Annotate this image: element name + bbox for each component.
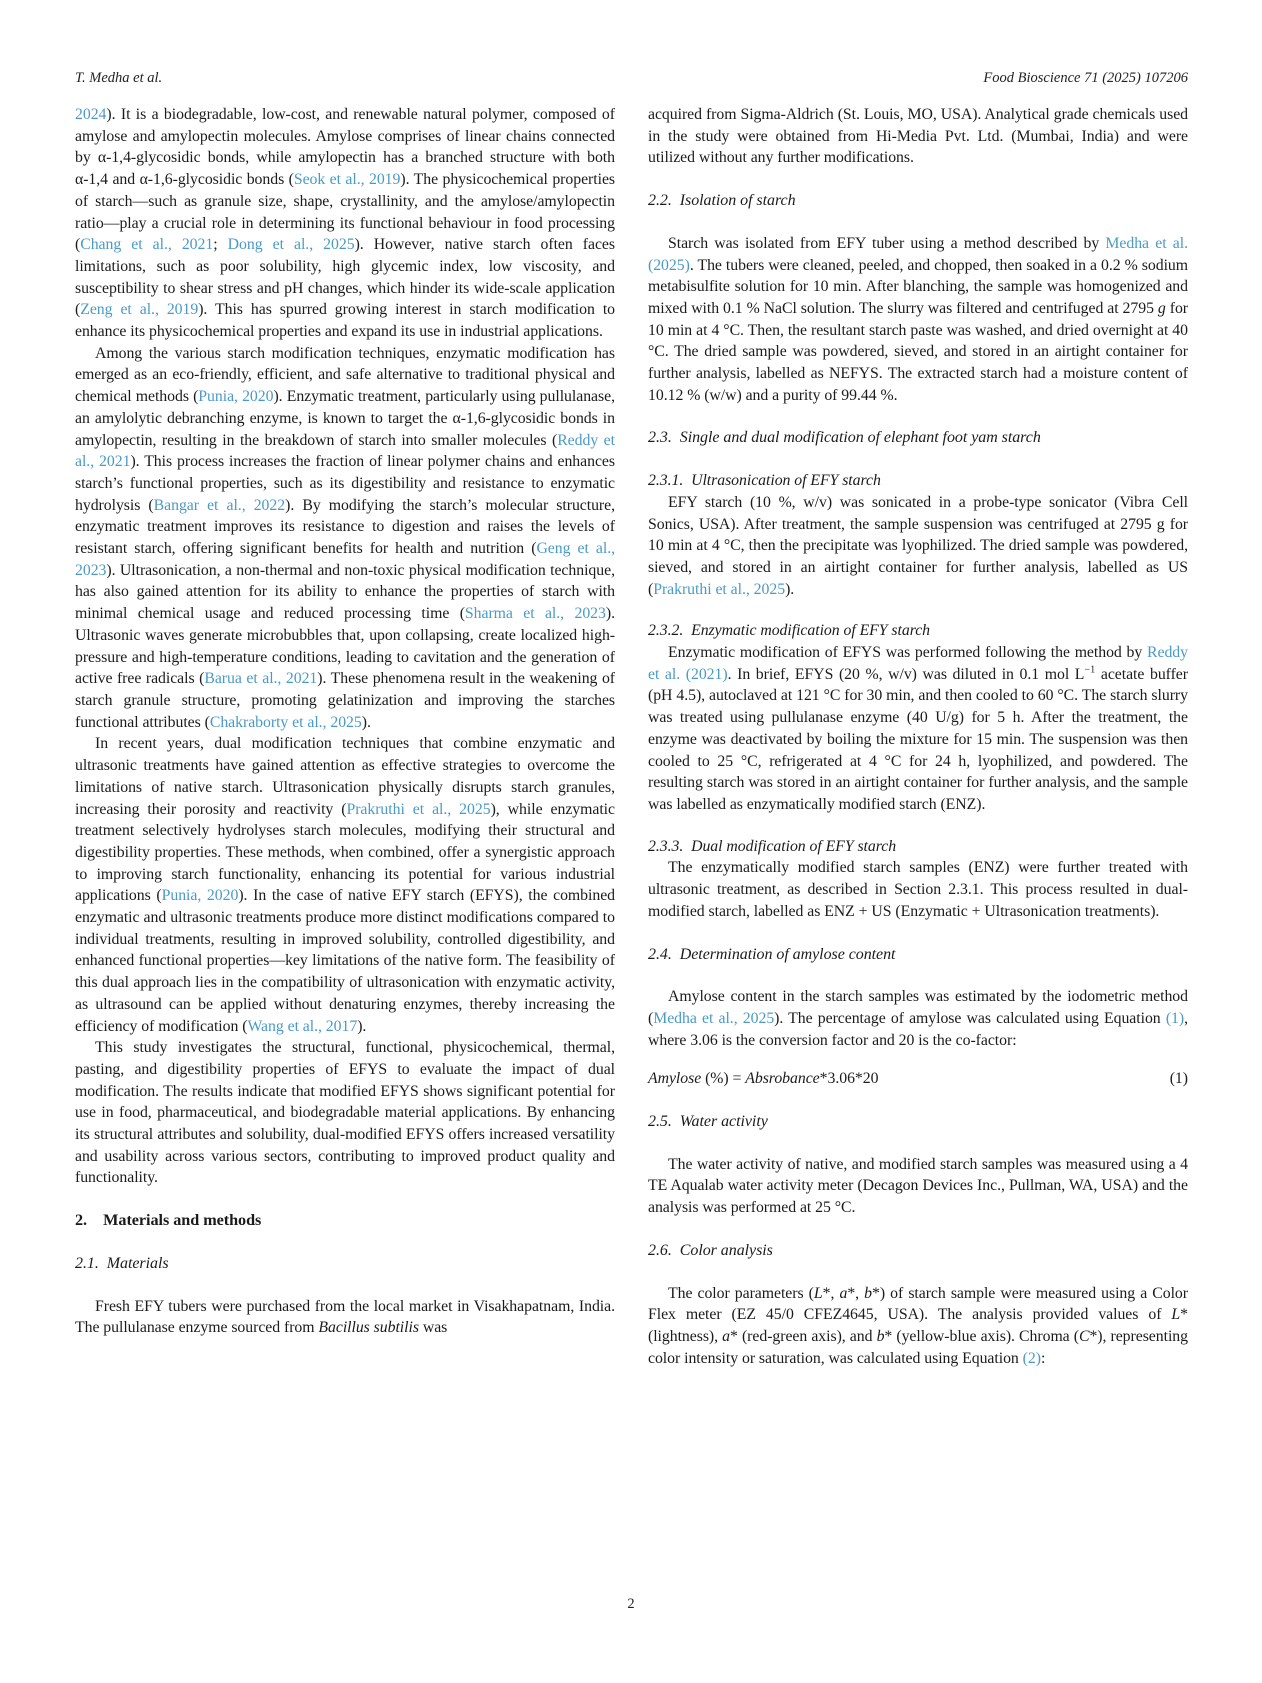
- text-segment: EFY starch (10 %, w/v) was sonicated in a probe-type sonicator (Vibra Cell Sonics, USA). After treatment, the sample suspension was centrifuged at 2795 g for 10 min at 4 °C, then the precipitate was lyophilized. The dried sample was powdered, sieved, and stored in an airtight container for further analysis, labelled as US (: [648, 493, 1188, 598]
- text-segment: ;: [213, 236, 228, 254]
- section-heading: [75, 1210, 615, 1232]
- citation-link[interactable]: Seok et al., 2019: [293, 171, 401, 189]
- text-segment: 2.3.3. Dual modification of EFY starch: [648, 837, 897, 855]
- citation-link[interactable]: Chakraborty et al., 2025: [209, 713, 362, 731]
- paragraph: [75, 1296, 615, 1339]
- text-segment: −1: [1084, 664, 1096, 676]
- text-segment: g: [1157, 299, 1166, 317]
- paragraph: [75, 733, 615, 1037]
- text-segment: The enzymatically modified starch samples (ENZ) were further treated with ultrasonic treatment, as described in Section 2.3.1. This process resulted in dual-modified starch, labelled as ENZ + US (Enzymatic + Ultrasonication treatments).: [648, 859, 1188, 920]
- text-segment: was: [418, 1319, 448, 1337]
- text-segment: Among the various starch modification techniques, enzymatic modification has emerged as an eco-friendly, efficient, and safe alternative to traditional physical and chemical methods (: [75, 344, 615, 406]
- citation-link[interactable]: Chang et al., 2021: [80, 236, 214, 254]
- text-segment: ). The percentage of amylose was calculated using Equation: [774, 1009, 1166, 1027]
- citation-link[interactable]: Reddy et al., 2021: [75, 431, 615, 471]
- text-segment: Fresh EFY tubers were purchased from the local market in Visakhapatnam, India. The pullulanase enzyme sourced from: [75, 1297, 615, 1337]
- subsection-heading: [648, 190, 1188, 212]
- paragraph: [648, 986, 1188, 1051]
- running-header: [75, 70, 1188, 87]
- text-segment: 2.3. Single and dual modification of elephant foot yam starch: [648, 429, 1041, 447]
- text-segment: *,: [822, 1284, 840, 1302]
- citation-link[interactable]: Medha et al., 2025: [653, 1009, 775, 1027]
- text-segment: ).: [357, 1017, 367, 1035]
- text-segment: a: [722, 1327, 731, 1345]
- text-segment: 2.3.2. Enzymatic modification of EFY starch: [648, 622, 931, 640]
- citation-link[interactable]: Prakruthi et al., 2025: [653, 580, 786, 598]
- citation-link[interactable]: Bangar et al., 2022: [153, 496, 286, 514]
- equation-number: (1): [1169, 1070, 1188, 1088]
- subsection-heading: [648, 1240, 1188, 1262]
- text-segment: 2.2. Isolation of starch: [648, 192, 796, 210]
- subsubsection-heading: [648, 836, 1188, 858]
- header-journal-citation: Food Bioscience 71 (2025) 107206: [983, 70, 1188, 86]
- text-segment: 2.1. Materials: [75, 1254, 169, 1272]
- equation-formula: [648, 1068, 878, 1090]
- text-segment: The water activity of native, and modified starch samples was measured using a 4 TE Aqualab water activity meter (Decagon Devices Inc., Pullman, WA, USA) and the analysis was performed at 25 °C.: [648, 1155, 1188, 1217]
- text-segment: L: [1171, 1306, 1181, 1324]
- text-segment: 2. Materials and methods: [75, 1211, 262, 1230]
- text-segment: acquired from Sigma-Aldrich (St. Louis, MO, USA). Analytical grade chemicals used in the study were obtained from Hi-Media Pvt. Ltd. (Mumbai, India) and were utilized without any further modifications.: [648, 106, 1188, 167]
- text-segment: Starch was isolated from EFY tuber using a method described by: [668, 234, 1106, 252]
- text-segment: Enzymatic modification of EFYS was performed following the method by: [668, 644, 1147, 662]
- text-segment: for 10 min at 4 °C. Then, the resultant starch paste was washed, and dried overnight at 40 °C. The dried sample was powdered, sieved, and stored in an airtight container for further analysis, labelled as NEFYS. The extracted starch had a moisture content of 10.12 % (w/w) and a purity of 99.44 %.: [648, 299, 1188, 404]
- text-segment: b: [864, 1284, 873, 1302]
- text-segment: ). Enzymatic treatment, particularly using pullulanase, an amylolytic debranching enzyme, is known to target the α-1,6-glycosidic bonds in amylopectin, resulting in the breakdown of starch into smaller molecules (: [75, 388, 615, 449]
- text-segment: Bacillus subtilis: [318, 1319, 419, 1337]
- citation-link[interactable]: Barua et al., 2021: [204, 670, 318, 688]
- text-segment: , where 3.06 is the conversion factor and 20 is the co-factor:: [648, 1009, 1189, 1049]
- text-segment: 2.6. Color analysis: [648, 1241, 773, 1259]
- citation-link[interactable]: Prakruthi et al., 2025: [346, 800, 491, 818]
- right-column: [648, 104, 1188, 1369]
- paragraph: [75, 343, 615, 734]
- citation-link[interactable]: Geng et al., 2023: [75, 540, 615, 579]
- text-segment: ), while enzymatic treatment selectively hydrolyses starch molecules, modifying their structural and digestibility properties. These methods, when combined, offer a synergistic approach to improving starch functionality, enhancing its potential for various industrial applications (: [75, 800, 615, 905]
- text-segment: ). However, native starch often faces limitations, such as poor solubility, high glycemic index, low viscosity, and susceptibility to shear stress and pH changes, which hinder its wide-scale application (: [75, 236, 615, 319]
- paragraph: [648, 857, 1188, 922]
- text-segment: ). This process increases the fraction of linear polymer chains and enhances starch’s functional properties, such as its digestibility and resistance to enzymatic hydrolysis (: [75, 453, 615, 514]
- text-segment: b: [876, 1327, 885, 1345]
- subsection-heading: [75, 1253, 615, 1275]
- text-segment: ).: [361, 713, 371, 731]
- citation-link[interactable]: 2024: [75, 106, 107, 123]
- text-segment: *), representing color intensity or saturation, was calculated using Equation: [648, 1327, 1188, 1367]
- text-segment: ). This has spurred growing interest in starch modification to enhance its physicochemical properties and expand its use in industrial applications.: [75, 301, 616, 341]
- text-segment: ).: [785, 580, 795, 598]
- paragraph: [75, 104, 615, 343]
- text-segment: *3.06*20: [819, 1070, 879, 1088]
- text-segment: C: [1078, 1327, 1090, 1345]
- text-segment: . In brief, EFYS (20 %, w/v) was diluted in 0.1 mol L: [727, 665, 1085, 683]
- subsubsection-heading: [648, 470, 1188, 492]
- left-column: [75, 104, 615, 1369]
- paragraph: [648, 642, 1188, 816]
- two-column-body: [75, 104, 1188, 1369]
- text-segment: . The tubers were cleaned, peeled, and chopped, then soaked in a 0.2 % sodium metabisulfite solution for 10 min. After blanching, the sample was homogenized and mixed with 0.1 % NaCl solution. The slurry was filtered and centrifuged at 2795: [648, 256, 1188, 317]
- citation-link[interactable]: (1): [1165, 1009, 1185, 1027]
- page-footer: [0, 1596, 1262, 1613]
- citation-link[interactable]: Zeng et al., 2019: [80, 301, 199, 319]
- page-number: 2: [627, 1596, 635, 1612]
- paragraph: [75, 1037, 615, 1189]
- text-segment: *,: [847, 1284, 865, 1302]
- subsection-heading: [648, 1111, 1188, 1133]
- text-segment: 2.5. Water activity: [648, 1113, 768, 1131]
- text-segment: In recent years, dual modification techniques that combine enzymatic and ultrasonic treatments have gained attention as effective strategies to overcome the limitations of native starch. Ultrasonication physically disrupts starch granules, increasing their porosity and reactivity (: [75, 735, 615, 818]
- text-segment: * (lightness),: [648, 1306, 1188, 1345]
- paragraph: [648, 1283, 1188, 1370]
- text-segment: ). It is a biodegradable, low-cost, and renewable natural polymer, composed of amylose and amylopectin molecules. Amylose comprises of linear chains connected by α-1,4-glycosidic bonds, while amylopectin has a branched structure with both α-1,4 and α-1,6-glycosidic bonds (: [75, 106, 615, 189]
- text-segment: The color parameters (: [668, 1284, 814, 1302]
- text-segment: Amylose content in the starch samples was estimated by the iodometric method (: [648, 988, 1188, 1027]
- subsubsection-heading: [648, 620, 1188, 642]
- citation-link[interactable]: Reddy et al. (2021): [648, 644, 1188, 683]
- text-segment: * (red-green axis), and: [730, 1327, 877, 1345]
- paragraph: [648, 492, 1188, 601]
- text-segment: a: [839, 1284, 848, 1302]
- text-segment: ). In the case of native EFY starch (EFYS), the combined enzymatic and ultrasonic treatments produce more distinct modifications compared to individual treatments, resulting in improved solubility, controlled digestibility, and enhanced functional properties—key limitations of the native form. The feasibility of this dual approach lies in the compatibility of ultrasonication with enzymatic activity, as ultrasound can be applied without denaturing enzymes, thereby increasing the efficiency of modification (: [75, 887, 615, 1035]
- text-segment: ). These phenomena result in the weakening of starch granule structure, promoting gelatinization and improving the starches functional attributes (: [75, 670, 615, 731]
- text-segment: :: [1040, 1349, 1046, 1367]
- citation-link[interactable]: Punia, 2020: [161, 887, 239, 905]
- text-segment: ). The physicochemical properties of starch—such as granule size, shape, crystallinity, and the amylose/amylopectin ratio—play a crucial role in determining its functional behaviour in food processing (: [75, 171, 616, 254]
- text-segment: Amylose: [648, 1070, 702, 1088]
- text-segment: ). Ultrasonic waves generate microbubbles that, upon collapsing, create localized high-pressure and high-temperature conditions, leading to cavitation and the generation of active free radicals (: [75, 605, 615, 688]
- text-segment: ). By modifying the starch’s molecular structure, enzymatic treatment improves its resistance to digestion and raises the levels of resistant starch, offering significant benefits for health and nutrition (: [75, 496, 616, 558]
- citation-link[interactable]: Medha et al. (2025): [648, 234, 1188, 274]
- text-segment: acetate buffer (pH 4.5), autoclaved at 121 °C for 30 min, and then cooled to 60 °C. The starch slurry was treated using pullulanase enzyme (40 U/g) for 5 h. After the treatment, the enzyme was deactivated by boiling the mixture for 15 min. The suspension was then cooled to 25 °C, refrigerated at 4 °C for 24 h, lyophilized, and powdered. The resulting starch was stored in an airtight container for further analysis, and the sample was labelled as enzymatically modified starch (ENZ).: [648, 665, 1188, 813]
- text-segment: 2.3.1. Ultrasonication of EFY starch: [648, 472, 881, 490]
- subsection-heading: [648, 427, 1188, 449]
- citation-link[interactable]: (2): [1022, 1349, 1041, 1367]
- citation-link[interactable]: Dong et al., 2025: [227, 236, 355, 254]
- citation-link[interactable]: Sharma et al., 2023: [464, 605, 606, 623]
- text-segment: 2.4. Determination of amylose content: [648, 945, 896, 963]
- subsection-heading: [648, 944, 1188, 966]
- text-segment: ). Ultrasonication, a non-thermal and non-toxic physical modification technique, has also gained attention for its ability to enhance the properties of starch with minimal chemical usage and reduced processing time (: [75, 561, 615, 623]
- paragraph: [648, 104, 1188, 169]
- paragraph: [648, 1154, 1188, 1219]
- paragraph: [648, 233, 1188, 407]
- citation-link[interactable]: Wang et al., 2017: [247, 1017, 358, 1035]
- text-segment: * (yellow-blue axis). Chroma (: [884, 1327, 1079, 1345]
- text-segment: (%) =: [701, 1070, 746, 1088]
- citation-link[interactable]: Punia, 2020: [198, 388, 274, 406]
- text-segment: *) of starch sample were measured using a Color Flex meter (EZ 45/0 CFEZ4645, USA). The analysis provided values of: [648, 1284, 1188, 1324]
- text-segment: L: [813, 1284, 823, 1302]
- text-segment: Absrobance: [745, 1070, 820, 1088]
- equation: [648, 1068, 1188, 1090]
- header-authors: T. Medha et al.: [75, 70, 163, 86]
- text-segment: This study investigates the structural, functional, physicochemical, thermal, pasting, and digestibility properties of EFYS to evaluate the impact of dual modification. The results indicate that modified EFYS shows significant potential for use in food, pharmaceutical, and biodegradable material applications. By enhancing its structural attributes and solubility, dual-modified EFYS offers increased versatility and usability across various sectors, contributing to improved product quality and functionality.: [75, 1039, 615, 1187]
